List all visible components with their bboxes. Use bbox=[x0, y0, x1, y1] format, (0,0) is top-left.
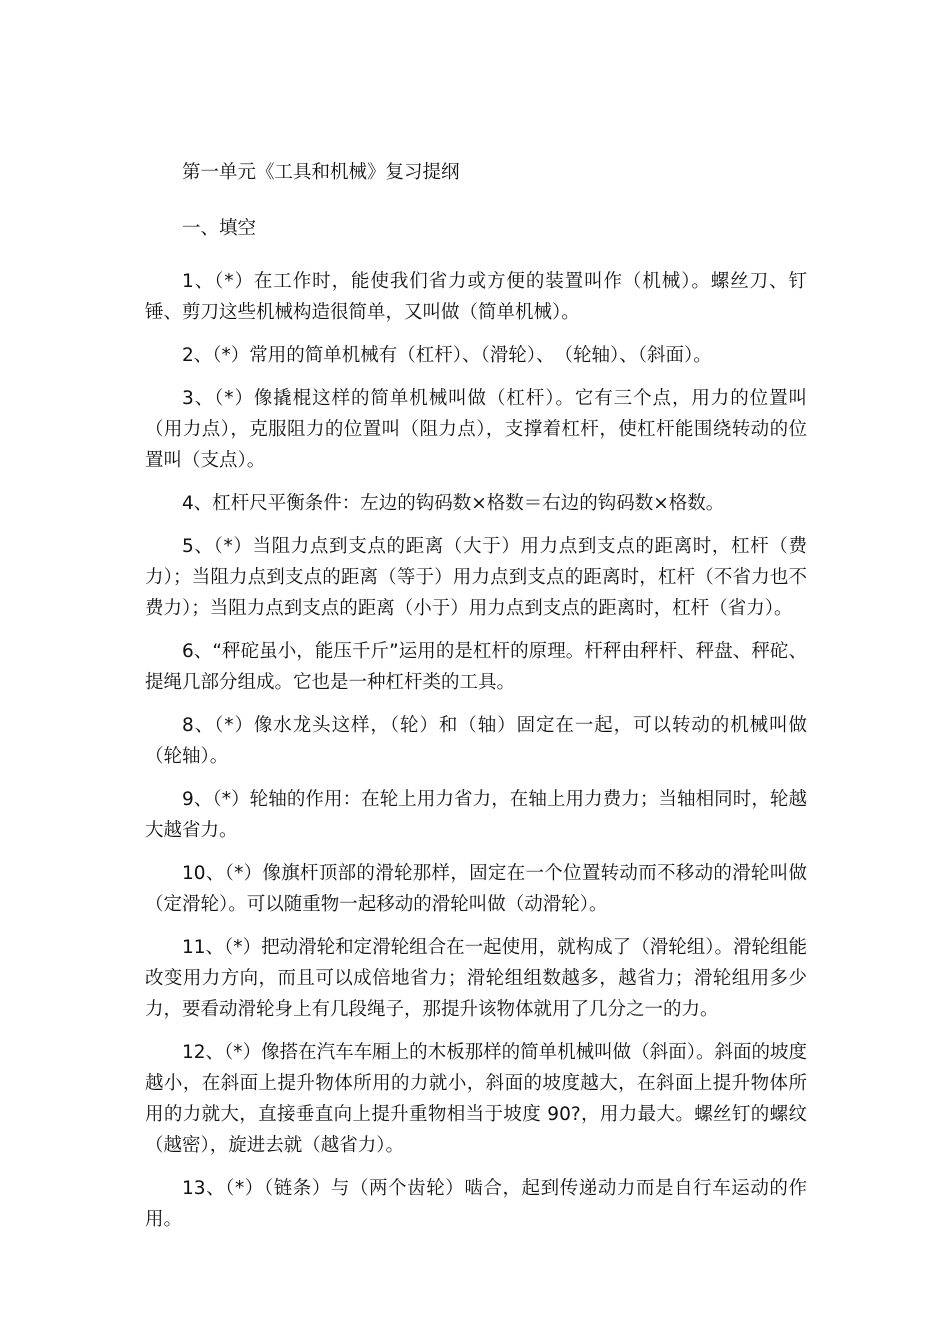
fill-in-item-12: 12、（*）像搭在汽车车厢上的木板那样的简单机械叫做（斜面）。斜面的坡度越小，在斜面上提升物体所用的力就小，斜面的坡度越大，在斜面上提升物体所用的力就大，直接垂直向上提升重物相当于坡度 90?，用力最大。螺丝钉的螺纹（越密），旋进去就（越省力）。 bbox=[145, 1042, 807, 1156]
fill-in-item-4: 4、杠杆尺平衡条件：左边的钩码数×格数＝右边的钩码数×格数。 bbox=[182, 493, 725, 514]
fill-in-item-5: 5、（*）当阻力点到支点的距离（大于）用力点到支点的距离时，杠杆（费力）；当阻力点到支点的距离（等于）用力点到支点的距离时，杠杆（不省力也不费力）；当阻力点到支点的距离（小于）用力点到支点的距离时，杠杆（省力）。 bbox=[145, 536, 807, 619]
fill-in-item-1: 1、（*）在工作时，能使我们省力或方便的装置叫作（机械）。螺丝刀、钉锤、剪刀这些机械构造很简单，又叫做（简单机械）。 bbox=[145, 271, 807, 323]
fill-in-item-6: 6、“秤砣虽小，能压千斤”运用的是杠杆的原理。杆秤由秤杆、秤盘、秤砣、提绳几部分组成。它也是一种杠杆类的工具。 bbox=[145, 641, 807, 693]
fill-in-item-8: 8、（*）像水龙头这样，（轮）和（轴）固定在一起，可以转动的机械叫做（轮轴）。 bbox=[145, 715, 807, 767]
document-title: 第一单元《工具和机械》复习提纲 bbox=[182, 162, 460, 183]
fill-in-item-2: 2、（*）常用的简单机械有（杠杆）、（滑轮）、 （轮轴）、（斜面）。 bbox=[182, 345, 712, 366]
section-heading: 一、填空 bbox=[182, 218, 257, 239]
fill-in-item-11: 11、（*）把动滑轮和定滑轮组合在一起使用，就构成了（滑轮组）。滑轮组能改变用力方向，而且可以成倍地省力；滑轮组组数越多，越省力；滑轮组用多少力，要看动滑轮身上有几段绳子，那提升该物体就用了几分之一的力。 bbox=[145, 937, 807, 1020]
fill-in-item-10: 10、（*）像旗杆顶部的滑轮那样，固定在一个位置转动而不移动的滑轮叫做（定滑轮）。可以随重物一起移动的滑轮叫做（动滑轮）。 bbox=[145, 863, 807, 915]
fill-in-item-9: 9、（*）轮轴的作用：在轮上用力省力，在轴上用力费力；当轴相同时，轮越大越省力。 bbox=[145, 789, 807, 841]
document-page bbox=[145, 154, 807, 1247]
fill-in-item-3: 3、（*）像撬棍这样的简单机械叫做（杠杆）。它有三个点，用力的位置叫（用力点），克服阻力的位置叫（阻力点），支撑着杠杆，使杠杆能围绕转动的位置叫（支点）。 bbox=[145, 388, 807, 471]
fill-in-item-13: 13、（*）（链条）与（两个齿轮）啮合，起到传递动力而是自行车运动的作用。 bbox=[145, 1178, 807, 1230]
